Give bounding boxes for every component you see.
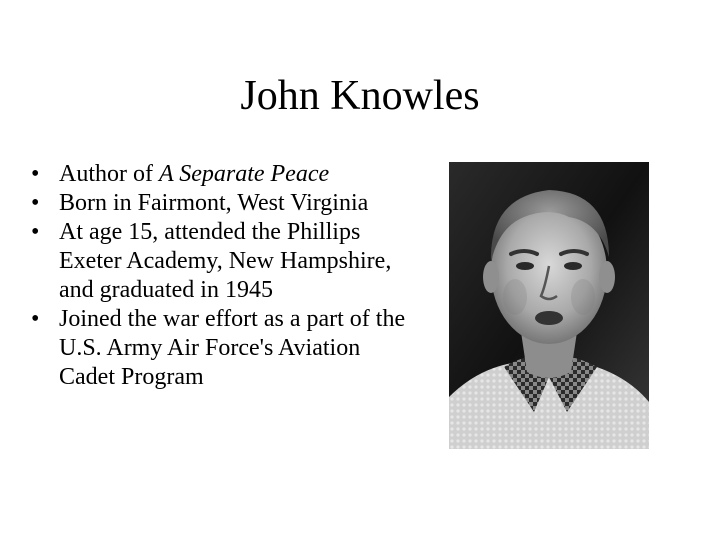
bullet-item <box>28 218 408 305</box>
book-title: A Separate Peace <box>158 161 330 187</box>
author-portrait-photo <box>449 162 649 449</box>
bullet-marker: • <box>31 161 40 187</box>
bullet-marker: • <box>31 219 40 245</box>
bullet-item <box>28 189 408 218</box>
bullet-marker: • <box>31 306 40 332</box>
portrait-image <box>449 162 649 449</box>
bullet-text: Joined the war effort as a part of the U.S. Army Air Force's Aviation Cadet Program <box>59 306 406 390</box>
bullet-text: At age 15, attended the Phillips Exeter Academy, New Hampshire, and graduated in 1945 <box>59 219 392 303</box>
bullet-item <box>28 160 408 189</box>
bullet-text: Author of <box>59 161 159 187</box>
slide-title: John Knowles <box>240 73 480 119</box>
bullet-text: Born in Fairmont, West Virginia <box>59 190 369 216</box>
bullet-list <box>28 160 408 392</box>
bullet-item <box>28 305 408 392</box>
bullet-marker: • <box>31 190 40 216</box>
